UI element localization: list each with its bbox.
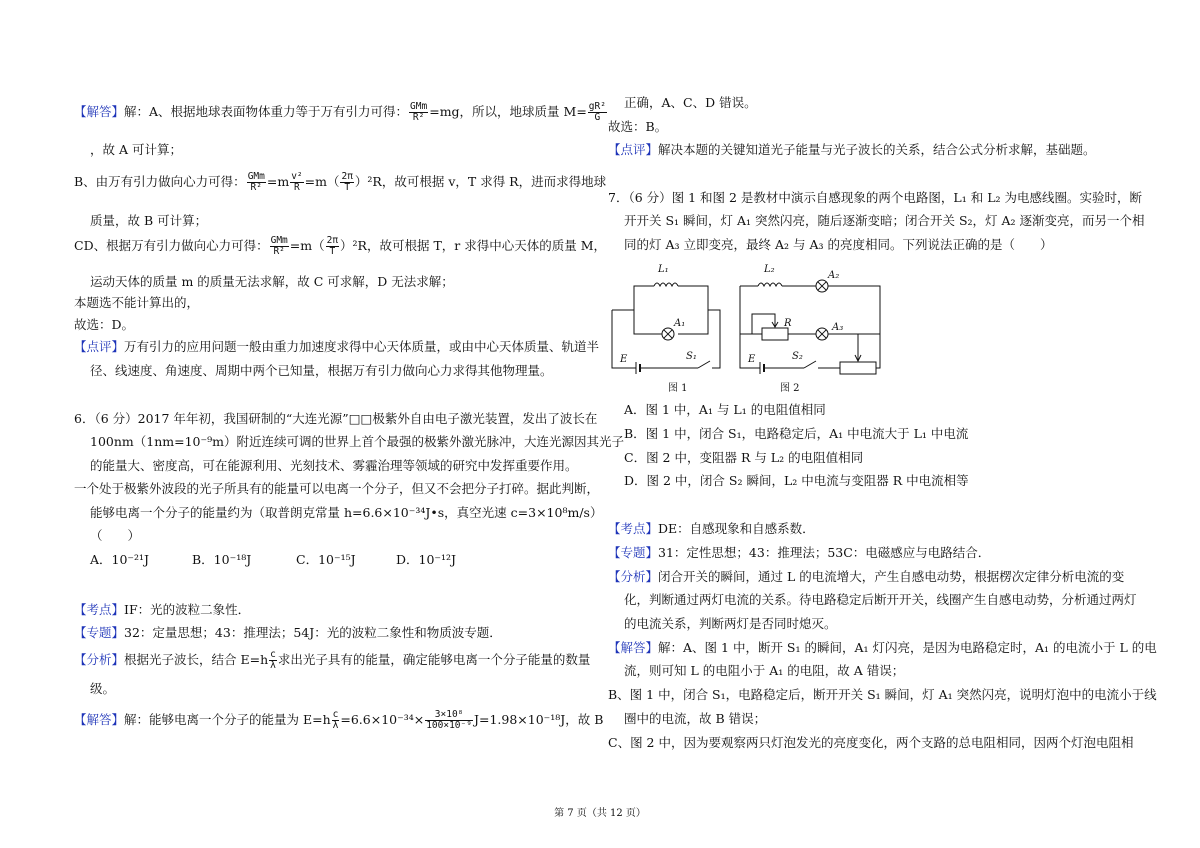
q7-solution-line-3: B、图 1 中，闭合 S₁，电路稳定后，断开开关 S₁ 瞬间，灯 A₁ 突然闪亮，说明灯泡中的电流小于线 [608, 687, 1157, 702]
circuit-diagrams [608, 258, 888, 398]
fig1-switch-label: S₁ [686, 351, 697, 362]
fig1-inductor-label: L₁ [658, 264, 669, 275]
fraction: $\frac{c}{\lambda}$ [270, 649, 276, 671]
fig2-battery-label: E [748, 354, 756, 365]
fraction: $\frac{2\pi}{T}$ [341, 171, 353, 193]
right-line-2: 故选：B。 [608, 119, 668, 134]
fig2-lamp-a2-label: A₂ [828, 270, 840, 281]
answer-line-1 [74, 102, 608, 123]
fig1-battery-label: E [620, 354, 628, 365]
analysis-tag: 【分析】 [74, 652, 125, 667]
q7-solution-line-2: 流，则可知 L 的电阻小于 A₁ 的电阻，故 A 错误； [624, 663, 905, 678]
text: 解：A、根据地球表面物体重力等于万有引力可得： [124, 104, 409, 119]
fraction: $\frac{\text{3×10⁸}}{\text{100×10⁻⁹}}$ [426, 709, 472, 731]
topic: 【专题】32：定量思想；43：推理法；54J：光的波粒二象性和物质波专题． [74, 625, 502, 640]
text: =mg，所以，地球质量 M= [429, 104, 587, 119]
fig2-rheostat-label: R [784, 318, 792, 329]
fraction: $\frac{2\pi}{T}$ [326, 235, 339, 257]
answer-line-6: 运动天体的质量 m 的质量无法求解，故 C 可求解，D 无法求解； [90, 274, 454, 289]
q7-solution-line-4: 圈中的电流，故 B 错误； [624, 711, 767, 726]
q7-solution-line-5: C、图 2 中，因为要观察两只灯泡发光的亮度变化，两个支路的总电阻相同，因两个灯泡电阻相 [608, 735, 1134, 750]
page-footer: 第 7 页（共 12 页） [554, 808, 646, 819]
question-6-line-5: 能够电离一个分子的能量约为（取普朗克常量 h=6.6×10⁻³⁴J•s，真空光速 c=3×10⁸m/s） [90, 505, 603, 520]
topic-tag: 【专题】 [74, 625, 125, 640]
comment-line-1: 【点评】万有引力的应用问题一般由重力加速度求得中心天体质量，或由中心天体质量、轨道半 [74, 339, 600, 354]
fig2-lamp-a3-label: A₃ [832, 322, 844, 333]
figure-2-circuit [740, 280, 880, 374]
option-b: B．10⁻¹⁸J [192, 552, 252, 567]
q7-option-b: B．图 1 中，闭合 S₁，电路稳定后，A₁ 中电流大于 L₁ 中电流 [624, 426, 969, 441]
fraction: $\frac{\text{GMm}}{\text{R²}}$ [270, 235, 288, 257]
q7-option-a: A．图 1 中，A₁ 与 L₁ 的电阻值相同 [624, 402, 826, 417]
knowledge-tag: 【考点】 [608, 521, 659, 536]
answer-line-4: 质量，故 B 可计算； [90, 213, 208, 228]
q7-analysis-line-1: 【分析】闭合开关的瞬间，通过 L 的电流增大，产生自感电动势，根据楞次定律分析电流的变 [608, 569, 1125, 584]
comment-line-2: 径、线速度、角速度、周期中两个已知量，根据万有引力做向心力求得其他物理量。 [90, 363, 553, 378]
comment-tag: 【点评】 [608, 142, 659, 157]
option-a: A．10⁻²¹J [90, 552, 150, 567]
question-7-line-3: 同的灯 A₃ 立即变亮，最终 A₂ 与 A₃ 的亮度相同。下列说法正确的是（ ） [624, 237, 1053, 252]
q7-option-c: C．图 2 中，变阻器 R 与 L₂ 的电阻值相同 [624, 450, 864, 465]
solution-line: 【解答】解：能够电离一个分子的能量为 E=h $\frac{c}{\lambda}$ =6.6×10⁻³⁴× $\frac{\text{3×10⁸}}{\text{100×10⁻⁹}}$ J=1.98×10⁻¹⁸J，故 B [74, 709, 604, 731]
question-7-line-2: 开开关 S₁ 瞬间，灯 A₁ 突然闪亮，随后逐渐变暗；闭合开关 S₂，灯 A₂ 逐渐变亮，而另一个相 [624, 213, 1145, 228]
question-6-line-2: 100nm（1nm=10⁻⁹m）附近连续可调的世界上首个最强的极紫外激光脉冲，大连光源因其光子 [90, 434, 624, 449]
comment-tag: 【点评】 [74, 339, 125, 354]
option-d: D．10⁻¹²J [396, 552, 457, 567]
option-c: C．10⁻¹⁵J [296, 552, 356, 567]
fraction: $\frac{\text{gR²}}{G}$ [588, 101, 606, 123]
knowledge-point: 【考点】IF：光的波粒二象性． [74, 602, 251, 617]
question-6-line-6: （ ） [90, 528, 141, 543]
fraction: $\frac{\text{GMm}}{\text{R²}}$ [410, 101, 428, 123]
question-6-line-4: 一个处于极紫外波段的光子所具有的能量可以电离一个分子，但又不会把分子打碎。据此判断， [74, 481, 600, 496]
q7-solution-line-1: 【解答】解：A、图 1 中，断开 S₁ 的瞬间，A₁ 灯闪亮，是因为电路稳定时，A₁ 的电流小于 L 的电 [608, 640, 1157, 655]
fig1-caption: 图 1 [668, 383, 688, 394]
question-6-line-3: 的能量大、密度高，可在能源利用、光刻技术、雾霾治理等领域的研究中发挥重要作用。 [90, 458, 578, 473]
fig1-lamp-label: A₁ [674, 318, 686, 329]
fig2-caption: 图 2 [780, 383, 800, 394]
q7-analysis-line-2: 化，判断通过两灯电流的关系。待电路稳定后断开开关，线圈产生自感电动势，分析通过两灯 [624, 592, 1137, 607]
answer-line-3: B、由万有引力做向心力可得： $\frac{\text{GMm}}{\text{R²}}$ =m $\frac{\text{v²}}{R}$ =m（ $\frac{2\pi}{T}$ ）²R，故可根据 v，T 求得 R，进而求得地球 [74, 171, 607, 193]
answer-line-7: 本题选不能计算出的， [74, 295, 200, 310]
q7-topic: 【专题】31：定性思想；43：推理法；53C：电磁感应与电路结合． [608, 545, 991, 560]
analysis-line-2: 级。 [90, 681, 116, 696]
solution-tag: 【解答】 [608, 640, 659, 655]
fraction: $\frac{c}{\lambda}$ [332, 709, 339, 731]
solution-tag: 【解答】 [74, 712, 125, 727]
q7-knowledge-point: 【考点】DE：自感现象和自感系数． [608, 521, 815, 536]
answer-line-8: 故选：D。 [74, 317, 135, 332]
right-line-1: 正确，A、C、D 错误。 [624, 95, 757, 110]
answer-line-2: ，故 A 可计算； [90, 142, 182, 157]
right-comment: 【点评】解决本题的关键知道光子能量与光子波长的关系，结合公式分析求解，基础题。 [608, 142, 1096, 157]
fig2-switch-label: S₂ [792, 351, 803, 362]
answer-line-5: CD、根据万有引力做向心力可得： $\frac{\text{GMm}}{\text{R²}}$ =m（ $\frac{2\pi}{T}$ ）²R，故可根据 T，r 求得中心天体的质量 M， [74, 235, 607, 257]
question-7-line-1: 7．（6 分）图 1 和图 2 是教材中演示自感现象的两个电路图，L₁ 和 L₂ 为电感线圈。实验时，断 [608, 190, 1142, 205]
fig2-inductor-label: L₂ [764, 264, 775, 275]
circuit-svg [608, 258, 888, 398]
topic-tag: 【专题】 [608, 545, 659, 560]
q7-option-d: D．图 2 中，闭合 S₂ 瞬间，L₂ 中电流与变阻器 R 中电流相等 [624, 473, 969, 488]
answer-tag: 【解答】 [74, 104, 125, 119]
fraction: $\frac{\text{GMm}}{\text{R²}}$ [247, 171, 265, 193]
figure-1-circuit [612, 283, 720, 374]
analysis-tag: 【分析】 [608, 569, 659, 584]
knowledge-tag: 【考点】 [74, 602, 125, 617]
fraction: $\frac{\text{v²}}{R}$ [291, 171, 303, 193]
analysis-line-1: 【分析】根据光子波长，结合 E=h $\frac{c}{\lambda}$ 求出光子具有的能量，确定能够电离一个分子能量的数量 [74, 649, 591, 671]
q7-analysis-line-3: 的电流关系，判断两灯是否同时熄灭。 [624, 616, 837, 631]
question-6-line-1: 6．（6 分）2017 年年初，我国研制的“大连光源”□□极紫外自由电子激光装置，发出了波长在 [74, 411, 598, 426]
